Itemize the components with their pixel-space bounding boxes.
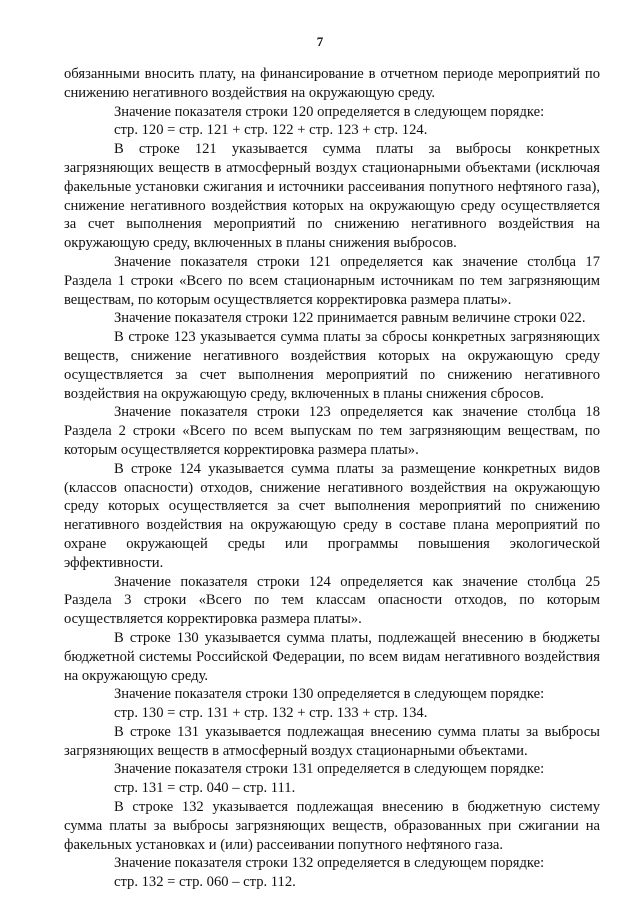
formula-row-120: стр. 120 = стр. 121 + стр. 122 + стр. 123 + стр. 124. (114, 122, 428, 139)
paragraph-row-121-description: В строке 121 указывается сумма платы за выбросы конкретных загрязняющих веществ в атмосферный воздух стационарными объектами (исключая факельные установки сжигания и источники рассеивания попутного нефтяного газа), снижение негативного воздействия которых на окружающую среду осуществляется за счет выполнения мероприятий по снижению негативного воздействия на окружающую среду, включенных в планы снижения выбросов. (64, 141, 600, 252)
document-body (64, 65, 600, 892)
paragraph-row-124-description: В строке 124 указывается сумма платы за размещение конкретных видов (классов опасности) отходов, снижение негативного воздействия на окружающую среду которых осуществляется за счет выполнения мероприятий по снижению негативного воздействия на окружающую среду в составе плана мероприятий по охране окружающей среды или программы повышения экологической эффективности. (64, 460, 600, 571)
paragraph-row-120-order: Значение показателя строки 120 определяется в следующем порядке: (114, 103, 545, 120)
formula-row-132: стр. 132 = стр. 060 – стр. 112. (114, 874, 296, 891)
paragraph-row-123-value: Значение показателя строки 123 определяется как значение столбца 18 Раздела 2 строки «Всего по всем выпускам по тем загрязняющим веществам, по которым осуществляется корректировка размера платы». (64, 404, 600, 458)
paragraph-continuation: обязанными вносить плату, на финансирование в отчетном периоде мероприятий по снижению негативного воздействия на окружающую среду. (64, 66, 600, 101)
paragraph-row-132-order: Значение показателя строки 132 определяется в следующем порядке: (114, 855, 545, 872)
paragraph-row-130-description: В строке 130 указывается сумма платы, подлежащей внесению в бюджеты бюджетной системы Российской Федерации, по всем видам негативного воздействия на окружающую среду. (64, 629, 600, 684)
paragraph-row-121-value: Значение показателя строки 121 определяется как значение столбца 17 Раздела 1 строки «Всего по всем стационарным источникам по тем загрязняющим веществам, по которым осуществляется корректировка размера платы». (64, 253, 600, 308)
formula-row-130: стр. 130 = стр. 131 + стр. 132 + стр. 133 + стр. 134. (114, 705, 428, 722)
paragraph-row-131-order: Значение показателя строки 131 определяется в следующем порядке: (114, 761, 545, 778)
paragraph-row-131-description: В строке 131 указывается подлежащая внесению сумма платы за выбросы загрязняющих веществ в атмосферный воздух стационарными объектами. (64, 723, 600, 759)
paragraph-row-123-description: В строке 123 указывается сумма платы за сбросы конкретных загрязняющих веществ, снижение негативного воздействия которых на окружающую среду осуществляется за счет выполнения мероприятий по снижению негативного воздействия на окружающую среду, включенных в планы снижения сбросов. (64, 329, 600, 402)
formula-row-131: стр. 131 = стр. 040 – стр. 111. (114, 780, 296, 797)
paragraph-row-132-description: В строке 132 указывается подлежащая внесению в бюджетную систему сумма платы за выбросы загрязняющих веществ, образованных при сжигании на факельных установках и (или) рассеивании попутного нефтяного газа. (64, 799, 600, 853)
page-number: 7 (316, 34, 324, 49)
paragraph-row-124-value: Значение показателя строки 124 определяется как значение столбца 25 Раздела 3 строки «Всего по тем классам опасности отходов, по которым осуществляется корректировка размера платы». (64, 573, 600, 628)
paragraph-row-130-order: Значение показателя строки 130 определяется в следующем порядке: (114, 686, 545, 703)
paragraph-row-122-value: Значение показателя строки 122 принимается равным величине строки 022. (114, 310, 586, 327)
